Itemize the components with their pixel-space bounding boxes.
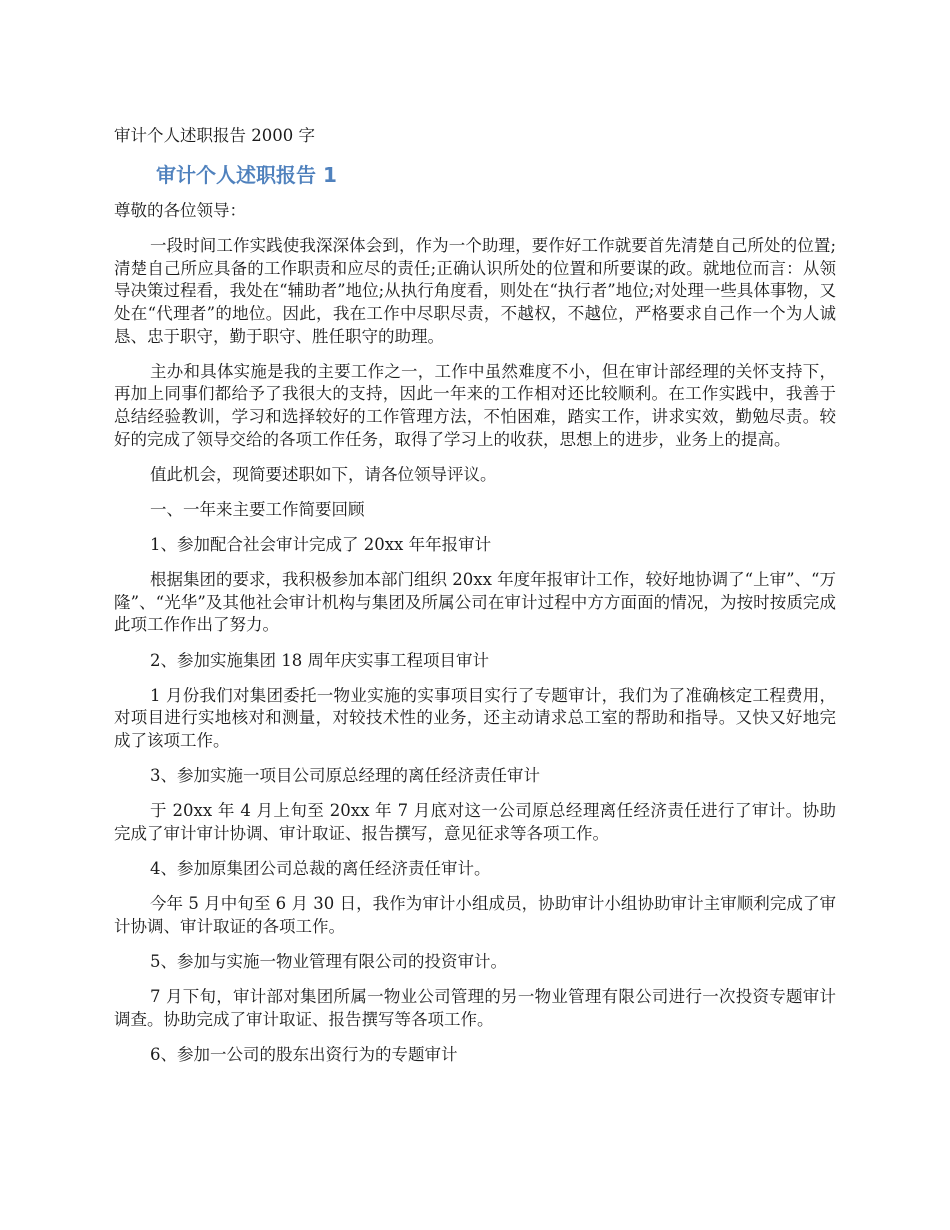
document-title: 审计个人述职报告 2000 字: [114, 126, 315, 145]
paragraph: 主办和具体实施是我的主要工作之一，工作中虽然难度不小，但在审计部经理的关怀支持下，再加上同事们都给予了我很大的支持，因此一年来的工作相对还比较顺利。在工作实践中，我善于总结经验教训，学习和选择较好的工作管理方法，不怕困难，踏实工作，讲求实效，勤勉尽责。较好的完成了领导交给的各项工作任务，取得了学习上的收获，思想上的进步，业务上的提高。: [114, 361, 836, 449]
paragraph: 值此机会，现简要述职如下，请各位领导评议。: [150, 464, 497, 484]
list-item-heading: 5、参加与实施一物业管理有限公司的投资审计。: [150, 952, 507, 972]
paragraph: 今年 5 月中旬至 6 月 30 日，我作为审计小组成员，协助审计小组协助审计主审顺利完成了审计协调、审计取证的各项工作。: [114, 894, 836, 936]
paragraph: 一段时间工作实践使我深深体会到，作为一个助理，要作好工作就要首先清楚自己所处的位置;清楚自己所应具备的工作职责和应尽的责任;正确认识所处的位置和所要谋的政。就地位而言：从领导决策过程看，我处在“辅助者”地位;从执行角度看，则处在“执行者”地位;对处理一些具体事物，又处在“代理者”的地位。因此，我在工作中尽职尽责，不越权，不越位，严格要求自己作一个为人诚恳、忠于职守，勤于职守、胜任职守的助理。: [114, 236, 836, 346]
paragraph: 7 月下旬，审计部对集团所属一物业公司管理的另一物业管理有限公司进行一次投资专题审计调查。协助完成了审计取证、报告撰写等各项工作。: [114, 987, 836, 1029]
list-item-heading: 6、参加一公司的股东出资行为的专题审计: [150, 1045, 458, 1065]
paragraph: 根据集团的要求，我积极参加本部门组织 20xx 年度年报审计工作，较好地协调了“上审”、“万隆”、“光华”及其他社会审计机构与集团及所属公司在审计过程中方方面面的情况，为按时按质完成此项工作作出了努力。: [114, 570, 836, 635]
paragraph: 于 20xx 年 4 月上旬至 20xx 年 7 月底对这一公司原总经理离任经济责任进行了审计。协助完成了审计审计协调、审计取证、报告撰写，意见征求等各项工作。: [114, 801, 836, 843]
subsection-heading: 一、一年来主要工作简要回顾: [150, 499, 365, 519]
list-item-heading: 2、参加实施集团 18 周年庆实事工程项目审计: [150, 650, 489, 670]
list-item-heading: 1、参加配合社会审计完成了 20xx 年年报审计: [150, 535, 492, 555]
list-item-heading: 4、参加原集团公司总裁的离任经济责任审计。: [150, 859, 491, 879]
section-heading: 审计个人述职报告 1: [156, 163, 337, 187]
list-item-heading: 3、参加实施一项目公司原总经理的离任经济责任审计: [150, 766, 540, 786]
paragraph: 1 月份我们对集团委托一物业实施的实事项目实行了专题审计，我们为了准确核定工程费用，对项目进行实地核对和测量，对较技术性的业务，还主动请求总工室的帮助和指导。又快又好地完成了该项工作。: [114, 685, 836, 751]
salutation: 尊敬的各位领导：: [114, 201, 246, 220]
